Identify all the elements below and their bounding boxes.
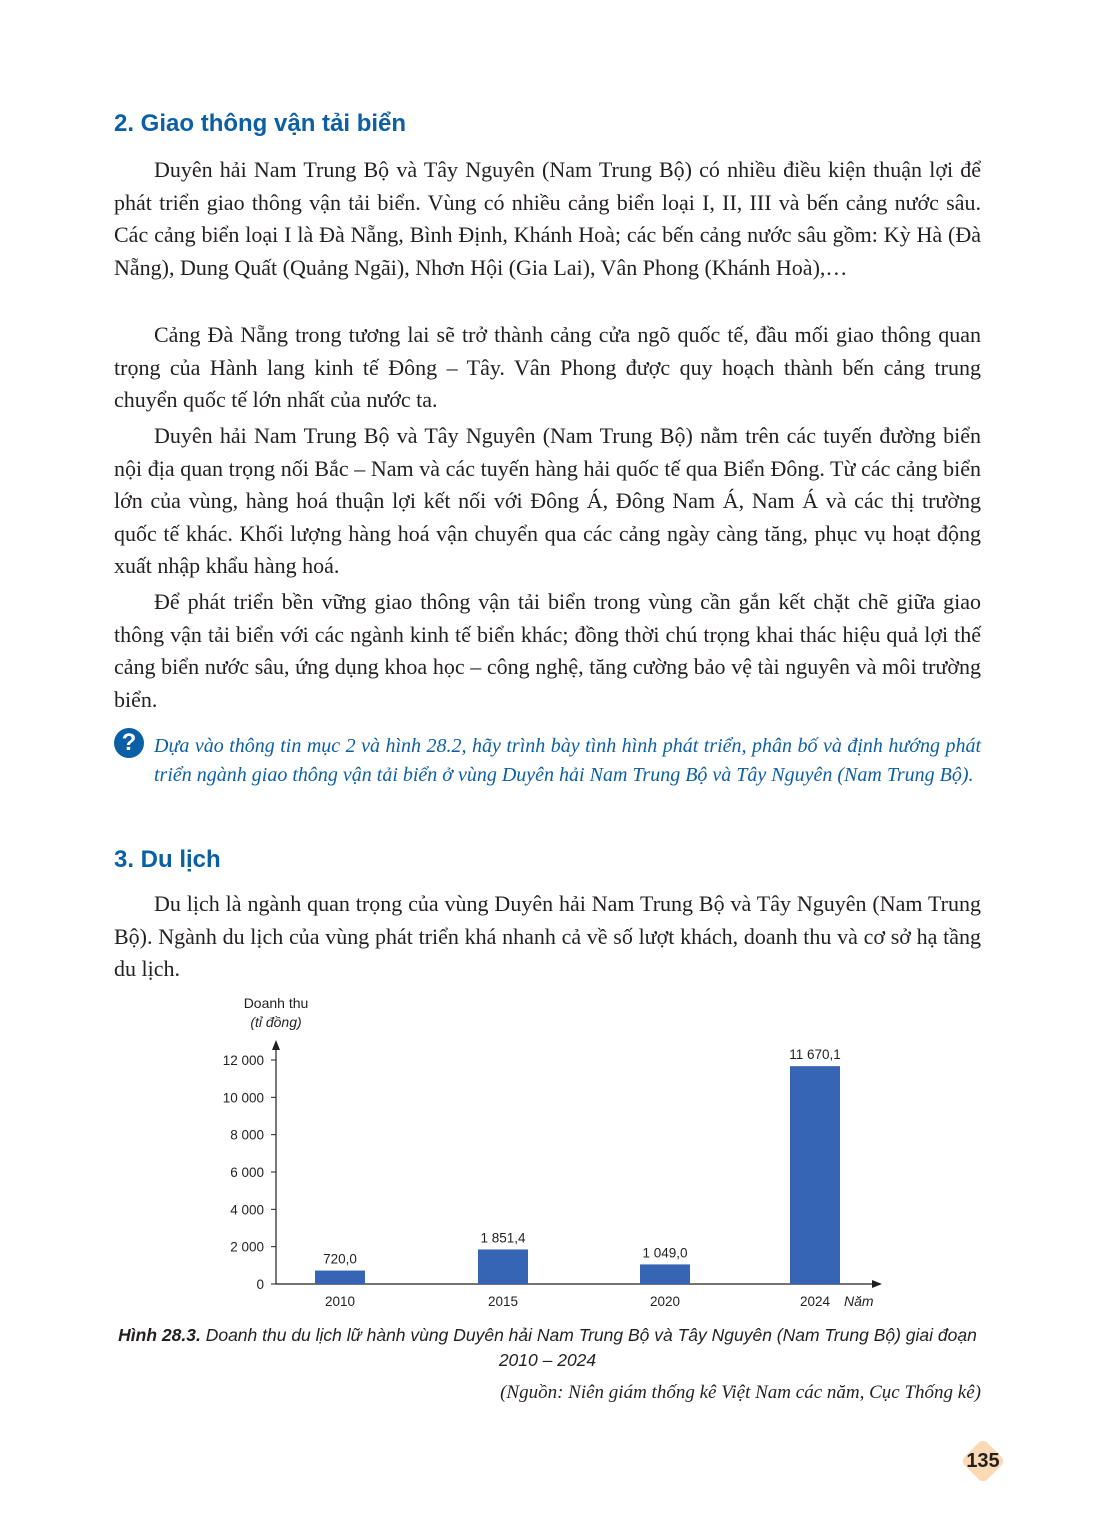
bar-2015	[478, 1249, 528, 1284]
y-tick-label: 10 000	[222, 1090, 264, 1106]
question-icon: ?	[114, 728, 144, 758]
y-tick-label: 12 000	[222, 1053, 264, 1068]
page-number: 135	[966, 1450, 1000, 1472]
bar-2024	[790, 1066, 840, 1284]
x-axis-arrow	[872, 1280, 882, 1288]
bar-2010	[315, 1271, 365, 1284]
paragraph-sea-transport-2: Cảng Đà Nẵng trong tương lai sẽ trở thành cảng cửa ngõ quốc tế, đầu mối giao thông quan trọng của Hành lang kinh tế Đông – Tây. Vân Phong được quy hoạch thành bến cảng trung chuyển quốc tế lớn nhất của nước ta.	[114, 322, 981, 412]
x-tick-label: 2020	[649, 1294, 681, 1309]
section-heading-tourism: 3. Du lịch	[114, 846, 221, 873]
y-tick-label: 4 000	[230, 1202, 264, 1218]
x-tick-label: 2010	[324, 1294, 356, 1309]
tourism-revenue-chart	[200, 990, 920, 1320]
y-axis-arrow	[272, 1040, 280, 1050]
data-label-2024: 11 670,1	[789, 1047, 841, 1063]
paragraph-sea-transport-1: Duyên hải Nam Trung Bộ và Tây Nguyên (Nam Trung Bộ) có nhiều điều kiện thuận lợi để phát triển giao thông vận tải biển. Vùng có nhiều cảng biển loại I, II, III và bến cảng nước sâu. Các cảng biển loại I là Đà Nẵng, Bình Định, Khánh Hoà; các bến cảng nước sâu gồm: Kỳ Hà (Đà Nẵng), Dung Quất (Quảng Ngãi), Nhơn Hội (Gia Lai), Vân Phong (Khánh Hoà),…	[114, 157, 981, 280]
x-tick-label: 2024	[799, 1294, 831, 1309]
y-axis-ticks	[223, 1053, 276, 1292]
data-label-2020: 1 049,0	[642, 1245, 688, 1261]
y-tick-label: 8 000	[230, 1127, 264, 1143]
data-label-2010: 720,0	[323, 1251, 357, 1267]
question-text: Dựa vào thông tin mục 2 và hình 28.2, hãy trình bày tình hình phát triển, phân bố và định hướng phát triển ngành giao thông vận tải biển ở vùng Duyên hải Nam Trung Bộ và Tây Nguyên (Nam Trung Bộ).	[154, 735, 981, 786]
y-tick-label: 6 000	[230, 1165, 264, 1180]
paragraph-tourism: Du lịch là ngành quan trọng của vùng Duyên hải Nam Trung Bộ và Tây Nguyên (Nam Trung Bộ). Ngành du lịch của vùng phát triển khá nhanh cả về số lượt khách, doanh thu và cơ sở hạ tầng du lịch.	[114, 891, 981, 981]
figure-caption-text: Doanh thu du lịch lữ hành vùng Duyên hải Nam Trung Bộ và Tây Nguyên (Nam Trung Bộ) giai đoạn 2010 – 2024	[205, 1325, 977, 1370]
paragraph-sea-transport-4: Để phát triển bền vững giao thông vận tải biển trong vùng cần gắn kết chặt chẽ giữa giao thông vận tải biển với các ngành kinh tế biển khác; đồng thời chú trọng khai thác hiệu quả lợi thế cảng biển nước sâu, ứng dụng khoa học – công nghệ, tăng cường bảo vệ tài nguyên và môi trường biển.	[114, 589, 981, 712]
x-axis-ticks	[325, 1294, 831, 1309]
figure-label: Hình 28.3.	[118, 1325, 201, 1345]
page-number-badge	[960, 1438, 1006, 1484]
y-tick-label: 2 000	[230, 1239, 264, 1255]
figure-source: (Nguồn: Niên giám thống kê Việt Nam các năm, Cục Thống kê)	[500, 1382, 981, 1403]
section-heading-sea-transport: 2. Giao thông vận tải biển	[114, 110, 407, 137]
y-axis-label: Doanh thu	[243, 995, 309, 1011]
chart-bars	[315, 1047, 841, 1284]
figure-caption	[114, 1323, 981, 1373]
x-axis-label: Năm	[844, 1293, 874, 1309]
x-tick-label: 2015	[487, 1294, 519, 1309]
y-tick-label: 0	[256, 1277, 264, 1292]
y-axis-unit: (tỉ đồng)	[250, 1014, 302, 1030]
question-box	[114, 728, 981, 790]
paragraph-sea-transport-3: Duyên hải Nam Trung Bộ và Tây Nguyên (Nam Trung Bộ) nằm trên các tuyến đường biển nội địa quan trọng nối Bắc – Nam và các tuyến hàng hải quốc tế qua Biển Đông. Từ các cảng biển lớn của vùng, hàng hoá thuận lợi kết nối với Đông Á, Đông Nam Á, Nam Á và các thị trường quốc tế khác. Khối lượng hàng hoá vận chuyển qua các cảng ngày càng tăng, phục vụ hoạt động xuất nhập khẩu hàng hoá.	[114, 423, 981, 578]
data-label-2015: 1 851,4	[480, 1230, 526, 1246]
bar-2020	[640, 1264, 690, 1284]
